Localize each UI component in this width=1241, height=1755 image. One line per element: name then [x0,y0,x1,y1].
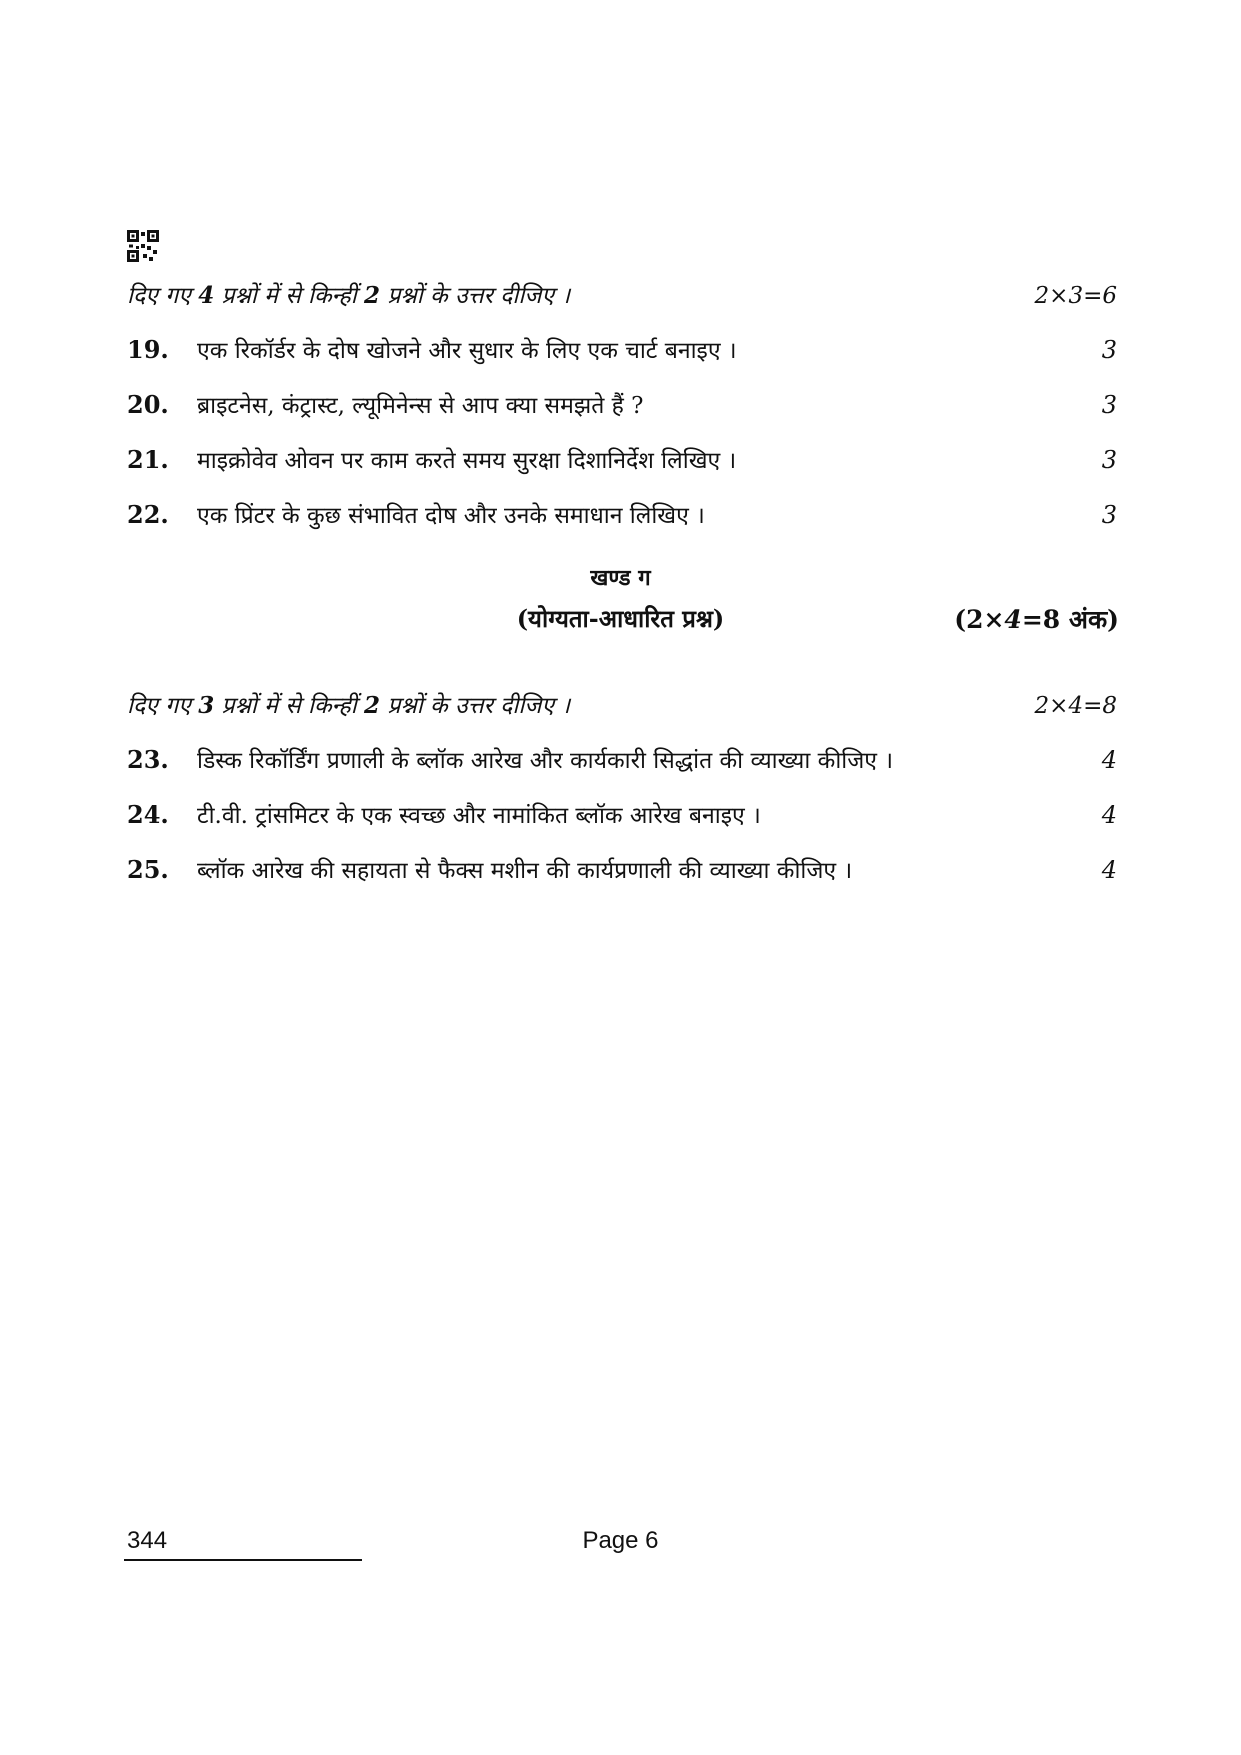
section-c-instruction: दिए गए 3 प्रश्नों में से किन्हीं 2 प्रश्नों के उत्तर दीजिए । 2×4=8 [127,692,1117,719]
section-c-instruction-marks: 2×4=8 [1034,693,1117,719]
section-c-title: खण्ड ग [590,565,651,591]
question-24: 24. टी.वी. ट्रांसमिटर के एक स्वच्छ और नामांकित ब्लॉक आरेख बनाइए । 4 [127,800,1117,829]
section-b-marks: 2×3=6 [1034,283,1117,309]
section-b-instruction: दिए गए 4 प्रश्नों में से किन्हीं 2 प्रश्नों के उत्तर दीजिए । 2×3=6 [127,282,1117,309]
question-22: 22. एक प्रिंटर के कुछ संभावित दोष और उनके समाधान लिखिए । 3 [127,500,1117,529]
question-20: 20. ब्राइटनेस, कंट्रास्ट, ल्यूमिनेन्स से आप क्या समझते हैं ? 3 [127,390,1117,419]
question-25: 25. ब्लॉक आरेख की सहायता से फैक्स मशीन की कार्यप्रणाली की व्याख्या कीजिए । 4 [127,855,1117,884]
paper-code: 344 [127,1527,168,1554]
question-21: 21. माइक्रोवेव ओवन पर काम करते समय सुरक्षा दिशानिर्देश लिखिए । 3 [127,445,1117,474]
qr-code-icon [127,230,159,262]
question-23: 23. डिस्क रिकॉर्डिंग प्रणाली के ब्लॉक आरेख और कार्यकारी सिद्धांत की व्याख्या कीजिए । 4 [127,745,1117,774]
section-c-marks: (2×4=8 अंक) [954,605,1119,634]
section-c-subtitle: (योग्यता-आधारित प्रश्न) [516,604,725,633]
page-number: Page 6 [582,1527,659,1554]
footer-divider [124,1559,362,1561]
question-19: 19. एक रिकॉर्डर के दोष खोजने और सुधार के लिए एक चार्ट बनाइए । 3 [127,335,1117,364]
